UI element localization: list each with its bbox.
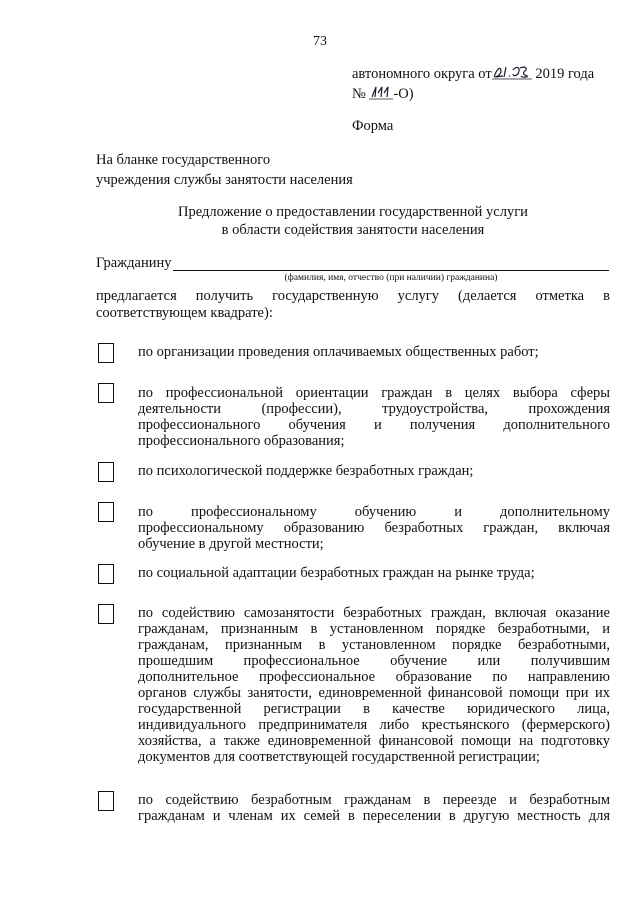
letterhead-note [96, 150, 353, 190]
service-text: документов для соответствующей государственной регистрации; [138, 749, 540, 765]
service-text: индивидуального предпринимателя либо крестьянского (фермерского) [138, 717, 610, 733]
citizen-name-field[interactable] [173, 270, 609, 271]
checkbox-social-adaptation[interactable] [98, 564, 114, 584]
header-line-1-suffix: 2019 года [535, 66, 595, 82]
service-item-psychological-support [138, 463, 610, 479]
checkbox-vocational-training[interactable] [98, 502, 114, 522]
citizen-name-hint: (фамилия, имя, отчество (при наличии) гражданина) [284, 273, 498, 283]
number-sign: № [352, 86, 366, 102]
checkbox-public-works[interactable] [98, 343, 114, 363]
service-item-career-guidance [138, 385, 610, 449]
handwritten-date [492, 64, 532, 80]
service-text: по профессиональному обучению и дополнительному [138, 504, 610, 520]
service-text: хозяйства, а также единовременной финансовой помощи на подготовку [138, 733, 610, 749]
service-text: дополнительное профессиональное образование по направлению [138, 669, 610, 685]
intro-line-1: предлагается получить государственную услугу (делается отметка в [96, 288, 610, 304]
citizen-label: Гражданину [96, 255, 172, 271]
service-text: деятельности (профессии), трудоустройства, прохождения [138, 401, 610, 417]
intro-paragraph [96, 288, 610, 322]
service-text: по организации проведения оплачиваемых общественных работ; [138, 344, 539, 360]
checkbox-career-guidance[interactable] [98, 383, 114, 403]
service-text: по содействию самозанятости безработных граждан, включая оказание [138, 605, 610, 621]
header-line-2-suffix: -О) [393, 86, 414, 102]
service-text: государственной регистрации в качестве юридического лица, [138, 701, 610, 717]
service-item-social-adaptation [138, 565, 610, 581]
checkbox-self-employment[interactable] [98, 604, 114, 624]
service-item-vocational-training [138, 504, 610, 552]
service-text: гражданам, признанным в установленном порядке безработными, и [138, 621, 610, 637]
service-text: органов службы занятости, единовременной финансовой помощи при их [138, 685, 610, 701]
service-text: по содействию безработным гражданам в переезде и безработным [138, 792, 610, 808]
title-line-1: Предложение о предоставлении государственной услуги [178, 204, 528, 220]
header-line-1-prefix: автономного округа от [352, 66, 492, 82]
service-text: по профессиональной ориентации граждан в целях выбора сферы [138, 385, 610, 401]
form-label: Форма [352, 118, 394, 134]
header-line-2 [352, 84, 414, 103]
service-text: профессиональному образованию безработных граждан, включая [138, 520, 610, 536]
letterhead-line-2: учреждения службы занятости населения [96, 172, 353, 188]
title-line-2: в области содействия занятости населения [221, 222, 485, 238]
handwritten-number [369, 84, 393, 100]
service-item-public-works [138, 344, 610, 360]
intro-line-2: соответствующем квадрате): [96, 305, 273, 321]
service-text: гражданам, признанным в установленном порядке безработными, [138, 637, 610, 653]
service-text: по психологической поддержке безработных граждан; [138, 463, 474, 479]
checkbox-relocation[interactable] [98, 791, 114, 811]
service-text: профессионального обучения и получения дополнительного [138, 417, 610, 433]
service-text: обучение в другой местности; [138, 536, 324, 552]
letterhead-line-1: На бланке государственного [96, 152, 271, 168]
service-text: профессионального образования; [138, 433, 345, 449]
service-item-self-employment [138, 605, 610, 765]
service-text: прошедшим профессиональное обучение или получившим [138, 653, 610, 669]
checkbox-psychological-support[interactable] [98, 462, 114, 482]
page-number: 73 [313, 34, 327, 49]
service-item-relocation [138, 792, 610, 824]
service-text: гражданам и членам их семей в переселении в другую местность для [138, 808, 610, 824]
document-title [96, 203, 610, 239]
service-text: по социальной адаптации безработных граждан на рынке труда; [138, 565, 535, 581]
header-line-1 [352, 64, 594, 83]
